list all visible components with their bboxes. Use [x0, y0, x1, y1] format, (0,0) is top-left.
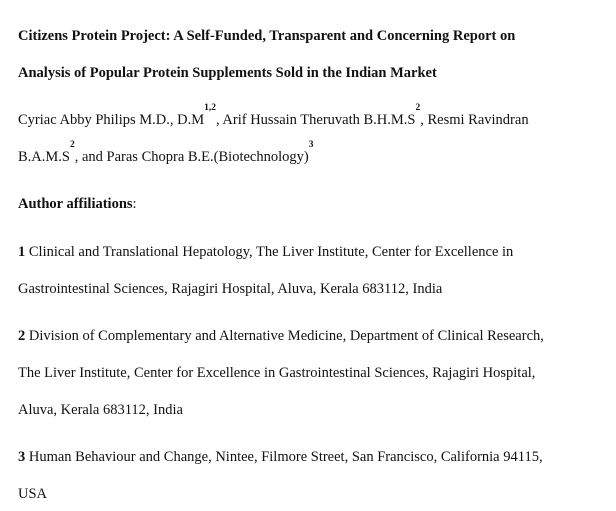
- affiliation-text: Human Behaviour and Change, Nintee, Filmore Street, San Francisco, California 94115,: [25, 449, 543, 465]
- paper-title-line-1: Citizens Protein Project: A Self-Funded, Transparent and Concerning Report on: [18, 28, 516, 44]
- affiliation-3-line-1: [18, 448, 543, 466]
- affiliation-2-line-3: Aluva, Kerala 683112, India: [18, 402, 183, 418]
- author-name: Cyriac Abby Philips M.D., D.M: [18, 112, 205, 128]
- author-name: , Arif Hussain Theruvath B.H.M.S: [215, 112, 416, 128]
- author-name: B.A.M.S: [18, 149, 70, 165]
- author-name: , Resmi Ravindran: [420, 112, 529, 128]
- author-affiliation-marker: 3: [308, 140, 314, 150]
- author-list-line-1: [18, 103, 529, 129]
- affiliation-text: Division of Complementary and Alternative Medicine, Department of Clinical Research,: [25, 328, 544, 344]
- paper-title-line-2: Analysis of Popular Protein Supplements Sold in the Indian Market: [18, 65, 437, 81]
- author-affiliation-marker: 1,2: [204, 103, 216, 113]
- author-list-line-2: [18, 140, 314, 166]
- affiliation-text: Clinical and Translational Hepatology, The Liver Institute, Center for Excellence in: [25, 244, 514, 260]
- author-name: , and Paras Chopra B.E.(Biotechnology): [74, 149, 309, 165]
- affiliation-1-line-2: Gastrointestinal Sciences, Rajagiri Hospital, Aluva, Kerala 683112, India: [18, 281, 443, 297]
- affiliation-3-line-2: USA: [18, 486, 48, 502]
- affiliations-heading-colon: :: [132, 196, 137, 212]
- affiliation-number: 2: [18, 328, 26, 344]
- affiliation-number: 3: [18, 449, 26, 465]
- affiliations-heading-label: Author affiliations: [18, 196, 133, 212]
- affiliation-2-line-2: The Liver Institute, Center for Excellence in Gastrointestinal Sciences, Rajagiri Hospital,: [18, 365, 536, 381]
- affiliation-2-line-1: [18, 327, 544, 345]
- affiliations-heading: [18, 195, 137, 213]
- author-affiliation-marker: 2: [69, 140, 75, 150]
- affiliation-1-line-1: [18, 243, 513, 261]
- author-affiliation-marker: 2: [415, 103, 421, 113]
- affiliation-number: 1: [18, 244, 26, 260]
